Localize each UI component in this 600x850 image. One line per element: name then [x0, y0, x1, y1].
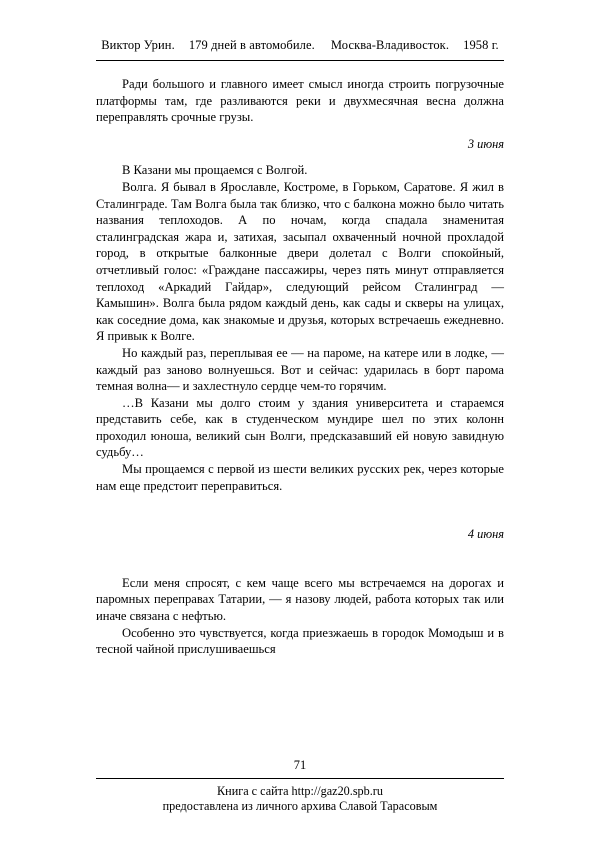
page-number: 71	[293, 758, 307, 772]
spacer	[96, 494, 504, 526]
spacer	[96, 152, 504, 162]
paragraph: Особенно это чувствуется, когда приезжаешь в городок Момодыш и в тесной чайной прислушиваешься	[96, 625, 504, 657]
spacer	[96, 543, 504, 575]
date-heading: 4 июня	[467, 527, 504, 542]
paragraph: В Казани мы прощаемся с Волгой.	[122, 163, 308, 178]
paragraph: Ради большого и главного имеет смысл иногда строить погрузочные платформы там, где разливаются реки и двухмесячная весна должна переправлять срочные грузы.	[96, 77, 504, 125]
page-footer	[0, 758, 600, 814]
header-divider	[96, 60, 504, 61]
header-route: Москва-Владивосток.	[330, 38, 450, 52]
footer-archive-line: предоставлена из личного архива Славой Тарасовым	[162, 799, 438, 813]
paragraph: Если меня спросят, с кем чаще всего мы встречаемся на дорогах и паромных переправах Татарии, — я назову людей, работа которых так или иначе связана с нефтью.	[96, 575, 504, 624]
date-heading: 3 июня	[467, 136, 504, 151]
paragraph: Мы прощаемся с первой из шести великих русских рек, через которые нам еще предстоит переправиться.	[96, 462, 504, 493]
header-author: Виктор Урин.	[101, 38, 175, 52]
page-body	[96, 76, 504, 658]
paragraph: …В Казани мы долго стоим у здания университета и стараемся представить себе, как в студенческом мундире шел по этих колонн проходил юноша, великий сын Волги, предсказавший ей новую завидную судьбу…	[96, 395, 504, 460]
spacer	[96, 126, 504, 136]
header-line	[101, 38, 499, 53]
paragraph: Волга. Я бывал в Ярославле, Костроме, в Горьком, Саратове. Я жил в Сталинграде. Там Волга была так близко, что с балкона можно было читать названия теплоходов. А по ночам, когда спадала знаменитая сталинградская жара и, затихая, засыпал охваченный ночной прохладой город, в открытые балконные двери долетал с Волги спокойный, отчетливый голос: «Граждане пассажиры, через пять минут отправляется теплоход «Аркадий Гайдар», следующий рейсом Сталинград — Камышин». Волга была рядом каждый день, как сады и скверы на улицах, как соседние дома, как знакомые и друзья, которых встречаешь ежедневно. Я привык к Волге.	[96, 179, 504, 344]
footer-source-line: Книга с сайта http://gaz20.spb.ru	[217, 784, 383, 798]
header-year: 1958 г.	[463, 38, 499, 52]
page-header	[0, 36, 600, 54]
paragraph: Но каждый раз, переплывая ее — на пароме, на катере или в лодке, — каждый раз заново волнуешься. Вот и сейчас: ударилась в борт парома темная волна— и захлестнуло сердце чем-то горячим.	[96, 345, 504, 394]
header-title: 179 дней в автомобиле.	[188, 38, 315, 52]
footer-divider	[96, 778, 504, 779]
